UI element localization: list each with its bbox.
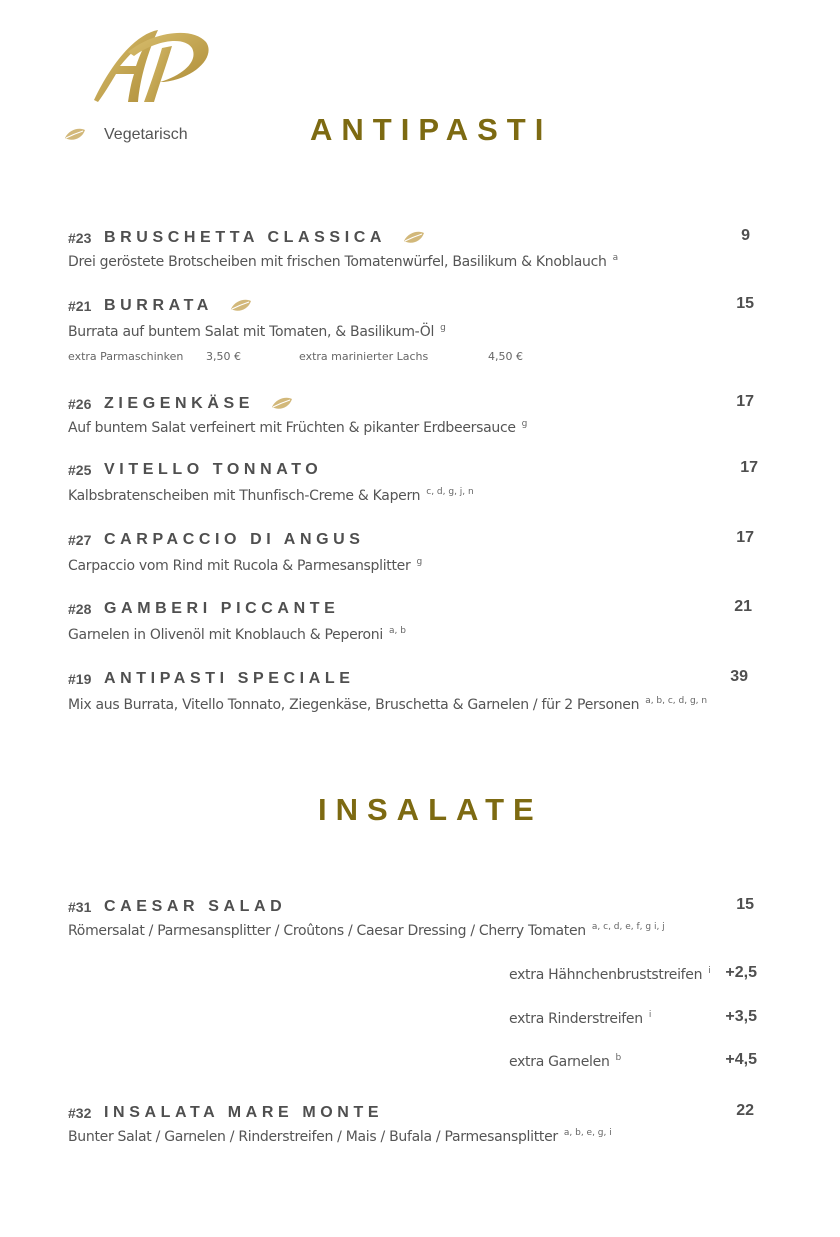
item-price: 17	[740, 459, 758, 476]
allergen-codes: a, b, c, d, g, n	[645, 696, 708, 706]
item-price: 15	[736, 295, 754, 312]
item-number: #23	[68, 230, 92, 246]
extra-option	[509, 1051, 757, 1071]
extra-price: +4,5	[725, 1051, 757, 1068]
menu-item	[68, 459, 758, 504]
item-description: Burrata auf buntem Salat mit Tomaten, & Basilikum-Öl $^g$	[68, 323, 446, 340]
extra-label: extra Hähnchenbruststreifen	[509, 967, 703, 983]
item-price: 9	[741, 227, 750, 244]
menu-item	[68, 896, 758, 939]
allergen-codes: a	[612, 253, 619, 263]
item-description: Drei geröstete Brotscheiben mit frischen Tomatenwürfel, Basilikum & Knoblauch $^a$	[68, 253, 619, 270]
allergen-codes: i	[708, 966, 711, 976]
item-number: #32	[68, 1105, 92, 1121]
item-number: #25	[68, 462, 92, 478]
extra-label: extra Rinderstreifen	[509, 1011, 643, 1027]
item-name: BRUSCHETTA CLASSICA	[104, 229, 387, 246]
item-price: 17	[736, 529, 754, 546]
extra-option	[509, 1008, 757, 1028]
extra-price: 4,50 €	[488, 350, 523, 363]
extra-option	[509, 964, 757, 984]
item-price: 39	[730, 668, 748, 685]
item-description: Bunter Salat / Garnelen / Rinderstreifen / Mais / Bufala / Parmesansplitter $^{a, b, e, g, i}$	[68, 1128, 612, 1145]
item-price: 22	[736, 1102, 754, 1119]
allergen-codes: b	[615, 1053, 622, 1063]
item-number: #28	[68, 601, 92, 617]
item-description: Carpaccio vom Rind mit Rucola & Parmesansplitter $^g$	[68, 557, 423, 574]
item-price: 15	[736, 896, 754, 913]
allergen-codes: g	[521, 419, 528, 429]
item-price: 21	[734, 598, 752, 615]
extra-label: extra Parmaschinken	[68, 350, 184, 363]
allergen-codes: i	[648, 1010, 652, 1020]
item-number: #31	[68, 899, 92, 915]
item-name: ANTIPASTI SPECIALE	[104, 670, 355, 687]
restaurant-logo	[88, 22, 212, 108]
extra-label: extra marinierter Lachs	[299, 350, 429, 363]
item-name: GAMBERI PICCANTE	[104, 600, 340, 617]
menu-item	[68, 668, 758, 713]
leaf-icon	[270, 396, 294, 412]
allergen-codes: a, b	[388, 626, 406, 636]
section-title-antipasti: ANTIPASTI	[310, 112, 553, 147]
item-number: #27	[68, 532, 92, 548]
item-description: Römersalat / Parmesansplitter / Croûtons / Caesar Dressing / Cherry Tomaten $^{a, c, d, e, f, g i, j}$	[68, 922, 665, 939]
menu-item	[68, 227, 758, 270]
vegetarian-legend	[64, 126, 188, 144]
item-name: ZIEGENKÄSE	[104, 395, 255, 412]
item-name: CARPACCIO DI ANGUS	[104, 531, 365, 548]
item-name: VITELLO TONNATO	[104, 461, 323, 478]
item-description: Garnelen in Olivenöl mit Knoblauch & Peperoni $^{a, b}$	[68, 626, 406, 643]
item-number: #21	[68, 298, 92, 314]
legend-label: Vegetarisch	[104, 126, 188, 143]
item-name: BURRATA	[104, 297, 213, 314]
allergen-codes: g	[416, 557, 423, 567]
allergen-codes: g	[440, 323, 446, 333]
extra-label: extra Garnelen	[509, 1054, 610, 1070]
extra-price: 3,50 €	[206, 350, 241, 363]
menu-item	[68, 393, 758, 436]
item-description: Kalbsbratenscheiben mit Thunfisch-Creme & Kapern $^{c, d, g, j, n}$	[68, 487, 474, 504]
leaf-icon	[229, 298, 253, 314]
extra-price: +2,5	[725, 964, 757, 981]
menu-item	[68, 529, 758, 574]
leaf-icon	[64, 127, 86, 143]
allergen-codes: a, b, e, g, i	[563, 1128, 612, 1138]
extra-price: +3,5	[725, 1008, 757, 1025]
item-name: INSALATA MARE MONTE	[104, 1104, 384, 1121]
item-number: #19	[68, 671, 92, 687]
item-extras	[68, 350, 758, 363]
leaf-icon	[402, 230, 426, 246]
item-description: Auf buntem Salat verfeinert mit Früchten & pikanter Erdbeersauce $^g$	[68, 419, 528, 436]
item-description: Mix aus Burrata, Vitello Tonnato, Ziegenkäse, Bruschetta & Garnelen / für 2 Personen $^{a, b, c, d, g, n}$	[68, 696, 708, 713]
item-name: CAESAR SALAD	[104, 898, 287, 915]
item-price: 17	[736, 393, 754, 410]
allergen-codes: a, c, d, e, f, g i, j	[591, 922, 665, 932]
menu-item	[68, 1102, 758, 1145]
item-number: #26	[68, 396, 92, 412]
section-title-insalate: INSALATE	[318, 792, 543, 827]
allergen-codes: c, d, g, j, n	[426, 487, 474, 497]
menu-item	[68, 295, 758, 363]
menu-item	[68, 598, 758, 643]
